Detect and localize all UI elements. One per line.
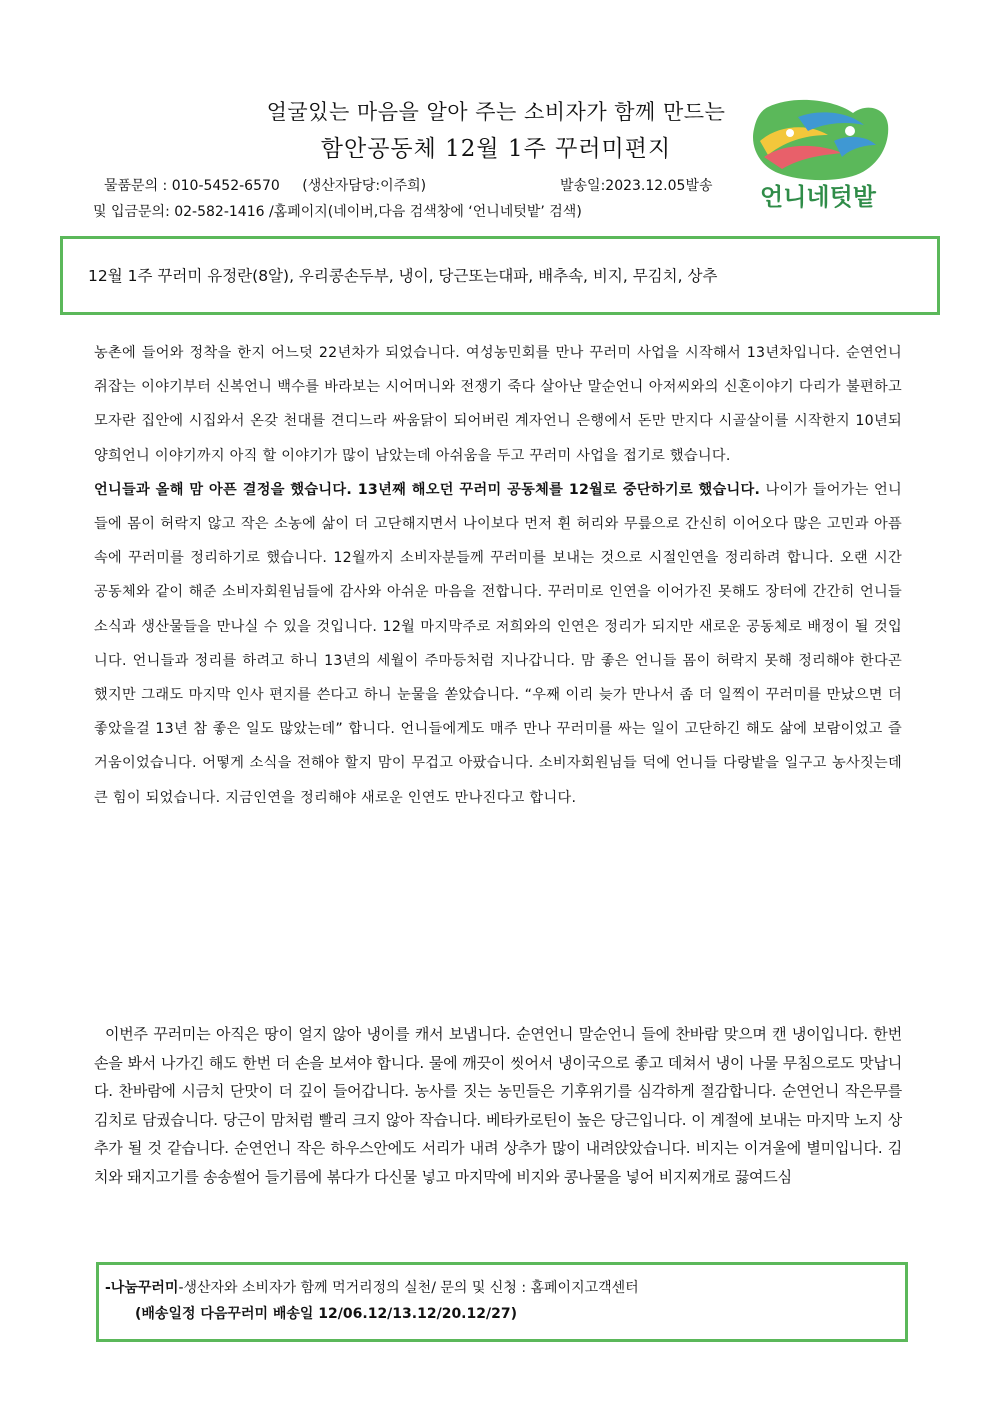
footer-info-line <box>105 1277 639 1297</box>
story-para2-bold: 언니들과 올해 맘 아픈 결정을 했습니다. 13년째 해오던 꾸러미 공동체를 12월로 중단하기로 했습니다. <box>94 481 761 498</box>
sent-date: 발송일:2023.12.05발송 <box>560 178 713 194</box>
footer-info: -생산자와 소비자가 함께 먹거리정의 실천/ 문의 및 신청 : 홈페이지고객센터 <box>178 1280 639 1296</box>
letter-title-line1: 얼굴있는 마음을 알아 주는 소비자가 함께 만드는 <box>266 100 726 124</box>
contact-label: 물품문의 : <box>104 178 168 194</box>
delivery-schedule: (배송일정 다음꾸러미 배송일 12/06.12/13.12/20.12/27) <box>135 1306 517 1322</box>
news-text <box>94 1020 902 1191</box>
story-text <box>94 336 902 815</box>
news-body: 이번주 꾸러미는 아직은 땅이 얼지 않아 냉이를 캐서 보냅니다. 순연언니 말순언니 들에 찬바람 맞으며 캔 냉이입니다. 한번 손을 봐서 나가긴 해도 한번 더 손을 보셔야 합니다. 물에 깨끗이 씻어서 냉이국으로 좋고 데쳐서 냉이 나물 무침으로도 맛납니다. 찬바람에 시금치 단맛이 더 깊이 들어갑니다. 농사를 짓는 농민들은 기후위기를 심각하게 절감합니다. 순연언니 작은무를 김치로 담궜습니다. 당근이 맘처럼 빨리 크지 않아 작습니다. 베타카로틴이 높은 당근입니다. 이 계절에 보내는 마지막 노지 상추가 될 것 같습니다. 순연언니 작은 하우스안에도 서리가 내려 상추가 많이 내려앉았습니다. 비지는 이겨울에 별미입니다. 김치와 돼지고기를 송송썰어 들기름에 볶다가 다신물 넣고 마지막에 비지와 콩나물을 넣어 비지찌개로 끓여드심 <box>94 1025 902 1186</box>
footer-box <box>96 1262 908 1342</box>
contact-phone: 010-5452-6570 <box>171 178 280 194</box>
farm-field-icon <box>738 95 898 215</box>
brand-logo <box>738 95 898 215</box>
footer-label: -나눔꾸러미 <box>105 1280 179 1296</box>
producer-name: (생산자담당:이주희) <box>302 178 427 194</box>
story-para2-rest: 나이가 들어가는 언니들에 몸이 허락지 않고 작은 소농에 삶이 더 고단해지면서 나이보다 먼저 휜 허리와 무릎으로 간신히 이어오다 많은 고민과 아픔 속에 꾸러미를 정리하기로 했습니다. 12월까지 소비자분들께 꾸러미를 보내는 것으로 시절인연을 정리하려 합니다. 오랜 시간 공동체와 같이 해준 소비자회원님들에 감사와 아쉬운 마음을 전합니다. 꾸러미로 인연을 이어가진 못해도 장터에 간간히 언니들 소식과 생산물들을 만나실 수 있을 것입니다. 12월 마지막주로 저희와의 인연은 정리가 되지만 새로운 공동체로 배정이 될 것입니다. 언니들과 정리를 하려고 하니 13년의 세월이 주마등처럼 지나갑니다. 맘 좋은 언니들 몸이 허락지 못해 정리해야 한다곤 했지만 그래도 마지막 인사 편지를 쓴다고 하니 눈물을 쏟았습니다. “우째 이리 늦가 만나서 좀 더 일찍이 꾸러미를 만났으면 더 좋았을걸 13년 참 좋은 일도 많았는데” 합니다. 언니들에게도 매주 만나 꾸러미를 싸는 일이 고단하긴 해도 삶에 보람이었고 즐거움이었습니다. 어떻게 소식을 전해야 할지 맘이 무겁고 아팠습니다. 소비자회원님들 덕에 언니들 다랑밭을 일구고 농사짓는데 큰 힘이 되었습니다. 지금인연을 정리해야 새로운 인연도 만나진다고 합니다. <box>94 481 903 806</box>
deposit-line: 및 입금문의: 02-582-1416 /홈페이지(네이버,다음 검색창에 ‘언니네텃밭’ 검색) <box>93 204 582 220</box>
story-para1: 농촌에 들어와 정착을 한지 어느덧 22년차가 되었습니다. 여성농민회를 만나 꾸러미 사업을 시작해서 13년차입니다. 순연언니 쥐잡는 이야기부터 신복언니 백수를 바라보는 시어머니와 전쟁기 죽다 살아난 말순언니 아저씨와의 신혼이야기 다리가 불편하고 모자란 집안에 시집와서 온갖 천대를 견디느라 싸움닭이 되어버린 계자언니 은행에서 돈만 만지다 시골살이를 시작한지 10년되 양희언니 이야기까지 아직 할 이야기가 많이 남았는데 아쉬움을 두고 꾸러미 사업을 접기로 했습니다. <box>94 345 902 464</box>
contents-box <box>60 236 940 315</box>
contact-line <box>104 175 426 195</box>
letter-title-line2: 함안공동체 12월 1주 꾸러미편지 <box>320 136 672 162</box>
contents-list: 12월 1주 꾸러미 유정란(8알), 우리콩손두부, 냉이, 당근또는대파, 배추속, 비지, 무김치, 상추 <box>88 267 718 285</box>
logo-text: 언니네텃밭 <box>760 183 876 211</box>
